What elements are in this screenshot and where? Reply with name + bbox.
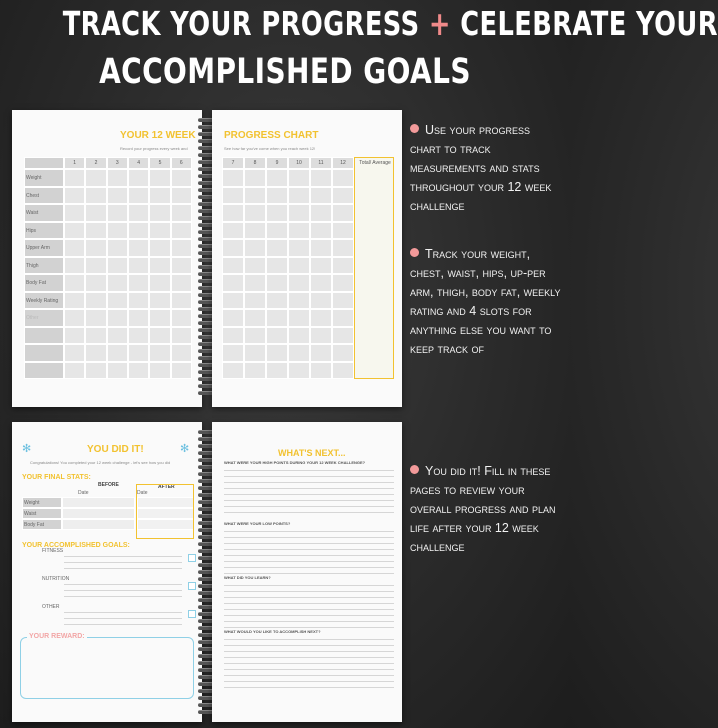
- writing-line: [224, 681, 394, 682]
- grid-cell: [266, 362, 288, 380]
- after-label: AFTER: [158, 484, 175, 490]
- bullet-you-did-it: [410, 462, 562, 557]
- stat-before-cell: [62, 497, 135, 508]
- snowflake-icon: ✻: [180, 442, 190, 455]
- grid-cell: [288, 292, 310, 310]
- grid-cell: [128, 344, 149, 362]
- grid-cell: [266, 344, 288, 362]
- grid-cell: [85, 169, 106, 187]
- grid-cell: [171, 344, 192, 362]
- grid-cell: [85, 239, 106, 257]
- grid-cell: [244, 169, 266, 187]
- grid-cell: [149, 239, 170, 257]
- page-subtitle: Congratulations! You completed your 12 week challenge - let's see how you did: [30, 460, 171, 465]
- grid-cell: [222, 222, 244, 240]
- grid-cell: [85, 292, 106, 310]
- goals-section: [22, 548, 194, 626]
- grid-cell: [310, 344, 332, 362]
- date-label: Date: [78, 490, 89, 496]
- grid-cell: [244, 204, 266, 222]
- grid-cell: [107, 344, 128, 362]
- writing-line: [224, 561, 394, 562]
- writing-line: [64, 618, 182, 619]
- grid-cell: [244, 187, 266, 205]
- grid-cell: [64, 362, 85, 380]
- grid-cell: [107, 362, 128, 380]
- grid-cell: [310, 257, 332, 275]
- grid-cell: [64, 257, 85, 275]
- grid-cell: [107, 257, 128, 275]
- grid-cell: [332, 257, 354, 275]
- grid-cell: [332, 274, 354, 292]
- grid-cell: [107, 327, 128, 345]
- row-label-cell: [24, 327, 64, 345]
- bullet-text: You did it! Fill in these pages to review your overall progress and plan life after your 12 week challenge: [410, 464, 556, 554]
- row-label-cell: [24, 344, 64, 362]
- grid-cell: [107, 292, 128, 310]
- grid-cell: [85, 222, 106, 240]
- grid-cell: [64, 204, 85, 222]
- grid-cell: [332, 309, 354, 327]
- grid-cell: [288, 362, 310, 380]
- grid-cell: [332, 204, 354, 222]
- writing-line: [224, 609, 394, 610]
- row-label: Other: [26, 315, 39, 321]
- grid-cell: [288, 309, 310, 327]
- page-title-whats-next: WHAT'S NEXT...: [278, 448, 346, 458]
- writing-line: [64, 624, 182, 625]
- grid-cell: [64, 292, 85, 310]
- week-column-header: 5: [149, 157, 170, 169]
- grid-cell: [288, 222, 310, 240]
- grid-cell: [149, 274, 170, 292]
- writing-line: [64, 596, 182, 597]
- grid-cell: [222, 309, 244, 327]
- writing-line: [224, 603, 394, 604]
- grid-cell: [244, 222, 266, 240]
- grid-cell: [288, 239, 310, 257]
- bullet-dot-icon: [410, 248, 419, 257]
- writing-line: [64, 590, 182, 591]
- grid-cell: [266, 309, 288, 327]
- grid-cell: [128, 257, 149, 275]
- grid-cell: [128, 204, 149, 222]
- grid-cell: [332, 327, 354, 345]
- writing-line: [224, 506, 394, 507]
- writing-line: [224, 482, 394, 483]
- week-column-header: 11: [310, 157, 332, 169]
- page-title-you-did-it: YOU DID IT!: [87, 444, 144, 455]
- writing-line: [224, 494, 394, 495]
- grid-cell: [244, 327, 266, 345]
- reward-box: [20, 633, 194, 699]
- header-line-1: [62, 4, 718, 43]
- grid-cell: [64, 274, 85, 292]
- writing-line: [224, 597, 394, 598]
- writing-line: [64, 562, 182, 563]
- grid-cell: [266, 239, 288, 257]
- grid-cell: [171, 327, 192, 345]
- grid-cell: [310, 239, 332, 257]
- writing-line: [224, 651, 394, 652]
- goal-category-label: OTHER: [42, 604, 60, 610]
- writing-line: [224, 591, 394, 592]
- stat-before-cell: [62, 519, 135, 530]
- writing-line: [224, 567, 394, 568]
- writing-line: [224, 675, 394, 676]
- grid-cell: [171, 204, 192, 222]
- grid-cell: [171, 274, 192, 292]
- grid-cell: [222, 274, 244, 292]
- grid-cell: [149, 204, 170, 222]
- checkbox-icon: [188, 610, 196, 618]
- grid-cell: [64, 169, 85, 187]
- writing-line: [224, 627, 394, 628]
- page-title-progress-chart: PROGRESS CHART: [224, 130, 319, 141]
- grid-cell: [332, 169, 354, 187]
- grid-cell: [107, 187, 128, 205]
- grid-cell: [128, 362, 149, 380]
- grid-cell: [107, 239, 128, 257]
- grid-cell: [310, 362, 332, 380]
- before-label: BEFORE: [98, 482, 119, 488]
- progress-grid-weeks-7-12: [222, 157, 354, 379]
- progress-grid-weeks-1-6: [24, 157, 192, 379]
- snowflake-icon: ✻: [22, 442, 32, 455]
- date-label: Date: [137, 490, 148, 496]
- grid-cell: [128, 274, 149, 292]
- week-column-header: 9: [266, 157, 288, 169]
- question-label: WHAT WERE YOUR LOW POINTS?: [224, 521, 291, 526]
- grid-cell: [149, 362, 170, 380]
- grid-cell: [288, 344, 310, 362]
- grid-cell: [149, 257, 170, 275]
- row-label: Thigh: [26, 262, 39, 269]
- writing-line: [224, 573, 394, 574]
- writing-line: [224, 615, 394, 616]
- grid-cell: [64, 239, 85, 257]
- grid-cell: [149, 327, 170, 345]
- grid-cell: [244, 362, 266, 380]
- grid-cell: [149, 292, 170, 310]
- row-label: Body Fat: [26, 280, 47, 286]
- grid-cell: [310, 292, 332, 310]
- grid-cell: [128, 239, 149, 257]
- row-label: Upper Arm: [26, 245, 50, 251]
- grid-cell: [332, 239, 354, 257]
- grid-cell: [149, 169, 170, 187]
- grid-cell: [310, 274, 332, 292]
- bullet-track-stats: [410, 245, 562, 359]
- writing-line: [224, 512, 394, 513]
- page-subtitle: Record your progress every week and: [120, 146, 188, 151]
- week-column-header: 4: [128, 157, 149, 169]
- row-label: Weekly Rating: [26, 297, 59, 304]
- writing-line: [224, 537, 394, 538]
- notebook-page-progress-right: [212, 110, 402, 407]
- writing-line: [224, 549, 394, 550]
- writing-line: [64, 612, 182, 613]
- grid-cell: [85, 257, 106, 275]
- grid-cell: [222, 257, 244, 275]
- grid-cell: [171, 257, 192, 275]
- grid-cell: [85, 204, 106, 222]
- writing-line: [224, 657, 394, 658]
- grid-cell: [64, 344, 85, 362]
- header-text-right: CELEBRATE YOUR: [460, 4, 718, 43]
- writing-line: [224, 639, 394, 640]
- after-column-frame: [136, 484, 194, 539]
- grid-cell: [107, 222, 128, 240]
- writing-line: [224, 500, 394, 501]
- grid-cell: [85, 327, 106, 345]
- writing-line: [224, 669, 394, 670]
- grid-cell: [149, 187, 170, 205]
- grid-cell: [107, 274, 128, 292]
- bullet-dot-icon: [410, 124, 419, 133]
- writing-line: [224, 470, 394, 471]
- grid-cell: [288, 204, 310, 222]
- bullet-text: Track your weight, chest, waist, hips, up-per arm, thigh, body fat, weekly rating and 4 slots for anything else you want to keep track of: [410, 247, 561, 356]
- grid-cell: [222, 292, 244, 310]
- header-line-2: ACCOMPLISHED GOALS: [99, 52, 471, 92]
- grid-cell: [310, 222, 332, 240]
- notebook-page-you-did-it: [12, 422, 202, 722]
- grid-cell: [171, 309, 192, 327]
- grid-cell: [310, 187, 332, 205]
- header-text-left: TRACK YOUR PROGRESS: [62, 4, 420, 43]
- checkbox-icon: [188, 554, 196, 562]
- writing-line: [64, 584, 182, 585]
- grid-cell: [310, 204, 332, 222]
- grid-cell: [171, 239, 192, 257]
- grid-cell: [128, 292, 149, 310]
- stat-label: Weight: [24, 500, 40, 506]
- writing-line: [64, 556, 182, 557]
- grid-corner-cell: [24, 157, 64, 169]
- reflection-questions: [224, 460, 394, 710]
- grid-cell: [85, 274, 106, 292]
- grid-cell: [288, 327, 310, 345]
- writing-line: [64, 568, 182, 569]
- grid-cell: [266, 187, 288, 205]
- grid-cell: [310, 327, 332, 345]
- grid-cell: [107, 309, 128, 327]
- grid-cell: [266, 222, 288, 240]
- bullet-text: Use your progress chart to track measurements and stats throughout your 12 week challenge: [410, 123, 552, 213]
- grid-cell: [332, 187, 354, 205]
- final-stats-title: YOUR FINAL STATS:: [22, 474, 91, 481]
- grid-cell: [64, 309, 85, 327]
- bullet-dot-icon: [410, 465, 419, 474]
- grid-cell: [107, 204, 128, 222]
- grid-cell: [288, 274, 310, 292]
- writing-line: [224, 687, 394, 688]
- page-title-your-12-week: YOUR 12 WEEK: [120, 130, 196, 141]
- grid-cell: [64, 222, 85, 240]
- header-plus: +: [428, 4, 451, 43]
- total-average-column: [354, 157, 394, 379]
- writing-line: [224, 476, 394, 477]
- grid-cell: [332, 292, 354, 310]
- grid-cell: [288, 187, 310, 205]
- grid-cell: [244, 344, 266, 362]
- week-column-header: 7: [222, 157, 244, 169]
- grid-cell: [171, 222, 192, 240]
- checkbox-icon: [188, 582, 196, 590]
- writing-line: [224, 488, 394, 489]
- week-column-header: 12: [332, 157, 354, 169]
- week-column-header: 2: [85, 157, 106, 169]
- week-column-header: 3: [107, 157, 128, 169]
- grid-cell: [332, 344, 354, 362]
- grid-cell: [149, 344, 170, 362]
- writing-line: [224, 555, 394, 556]
- row-label: Waist: [26, 210, 39, 216]
- question-label: WHAT WOULD YOU LIKE TO ACCOMPLISH NEXT?: [224, 629, 321, 634]
- grid-cell: [128, 309, 149, 327]
- writing-line: [224, 645, 394, 646]
- grid-cell: [266, 292, 288, 310]
- grid-cell: [171, 169, 192, 187]
- reward-title: YOUR REWARD:: [29, 633, 85, 640]
- goal-category-label: FITNESS: [42, 548, 64, 554]
- grid-cell: [222, 362, 244, 380]
- grid-cell: [288, 169, 310, 187]
- grid-cell: [222, 187, 244, 205]
- accomplished-goals-title: YOUR ACCOMPLISHED GOALS:: [22, 542, 130, 549]
- total-average-label: Total/ Average: [359, 160, 391, 166]
- grid-cell: [244, 239, 266, 257]
- grid-cell: [149, 222, 170, 240]
- writing-line: [224, 531, 394, 532]
- stat-before-cell: [62, 508, 135, 519]
- grid-cell: [85, 309, 106, 327]
- grid-cell: [288, 257, 310, 275]
- grid-cell: [128, 327, 149, 345]
- grid-cell: [266, 204, 288, 222]
- grid-cell: [266, 257, 288, 275]
- question-label: WHAT DID YOU LEARN?: [224, 575, 271, 580]
- grid-cell: [244, 257, 266, 275]
- notebook-page-whats-next: [212, 422, 402, 722]
- grid-cell: [171, 362, 192, 380]
- stat-label: Body Fat: [24, 522, 45, 528]
- grid-cell: [128, 187, 149, 205]
- grid-cell: [222, 204, 244, 222]
- week-column-header: 1: [64, 157, 85, 169]
- grid-cell: [85, 344, 106, 362]
- goal-category-label: NUTRITION: [42, 576, 70, 582]
- row-label: Weight: [26, 175, 42, 181]
- notebook-page-progress-left: [12, 110, 202, 407]
- grid-cell: [266, 169, 288, 187]
- grid-cell: [222, 169, 244, 187]
- grid-cell: [85, 187, 106, 205]
- question-label: WHAT WERE YOUR HIGH POINTS DURING YOUR 12 WEEK CHALLENGE?: [224, 460, 366, 465]
- grid-cell: [85, 362, 106, 380]
- grid-cell: [64, 327, 85, 345]
- grid-cell: [171, 292, 192, 310]
- grid-cell: [64, 187, 85, 205]
- grid-cell: [310, 169, 332, 187]
- grid-cell: [128, 169, 149, 187]
- page-subtitle: See how far you've come when you reach week 12!: [224, 146, 316, 151]
- writing-line: [224, 621, 394, 622]
- grid-cell: [266, 274, 288, 292]
- grid-cell: [149, 309, 170, 327]
- grid-cell: [332, 222, 354, 240]
- row-label-cell: [24, 362, 64, 380]
- bullet-progress-chart: [410, 121, 562, 216]
- week-column-header: 10: [288, 157, 310, 169]
- writing-line: [224, 585, 394, 586]
- row-label: Chest: [26, 192, 40, 199]
- grid-cell: [244, 292, 266, 310]
- stat-label: Waist: [24, 511, 37, 517]
- writing-line: [224, 663, 394, 664]
- grid-cell: [244, 274, 266, 292]
- week-column-header: 8: [244, 157, 266, 169]
- grid-cell: [222, 327, 244, 345]
- grid-cell: [222, 239, 244, 257]
- grid-cell: [107, 169, 128, 187]
- grid-cell: [310, 309, 332, 327]
- grid-cell: [332, 362, 354, 380]
- grid-cell: [128, 222, 149, 240]
- grid-cell: [266, 327, 288, 345]
- grid-cell: [244, 309, 266, 327]
- grid-cell: [222, 344, 244, 362]
- grid-cell: [171, 187, 192, 205]
- writing-line: [224, 543, 394, 544]
- week-column-header: 6: [171, 157, 192, 169]
- row-label: Hips: [26, 227, 37, 234]
